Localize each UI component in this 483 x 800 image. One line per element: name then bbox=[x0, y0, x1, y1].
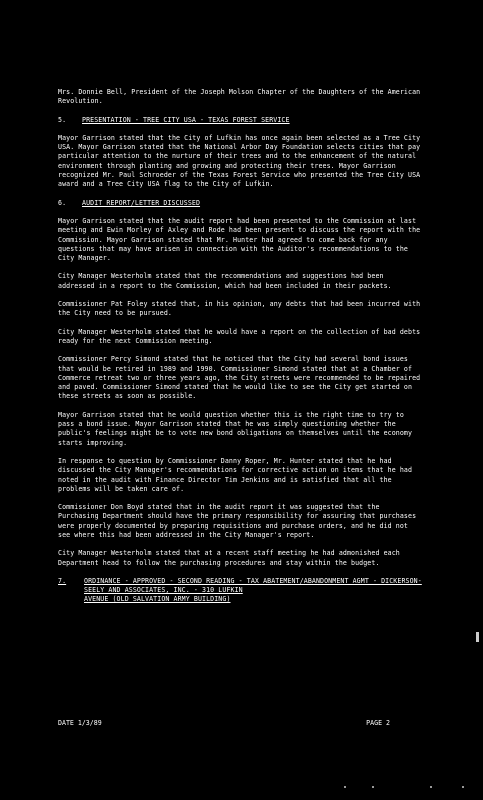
item-5-text: Mayor Garrison stated that the City of Lufkin has once again been selected as a Tree City USA. Mayor Garrison stated that the National Arbor Day Foundation selects cities that pay particular attention to the nurture of their trees and to the enhancement of the natural environment through planting and growing and protecting their trees. Mayor Garrison recognized Mr. Paul Schroeder of the Texas Forest Service who presented the Tree City USA award and a Tree City USA flag to the City of Lufkin. bbox=[58, 133, 421, 189]
item-6-paragraph: City Manager Westerholm stated that at a recent staff meeting he had admonished each Department head to follow the purchasing procedures and stay within the budget. bbox=[58, 549, 400, 567]
item-5-heading bbox=[58, 116, 423, 125]
page-footer bbox=[58, 719, 390, 728]
item-7-title-line: ORDINANCE - APPROVED - SECOND READING - TAX ABATEMENT/ABANDONMENT AGMT - DICKERSON-SEELY AND ASSOCIATES, INC. - 310 LUFKIN bbox=[84, 576, 422, 595]
item-7-number: 7. bbox=[58, 576, 67, 585]
item-6-paragraph: Commissioner Don Boyd stated that in the audit report it was suggested that the Purchasing Department should have the primary responsibility for assuring that purchases were properly documented by preparing requisitions and purchase orders, and he did not see where this had been addressed in the City Manager's report. bbox=[58, 503, 417, 539]
footer-page-number: PAGE 2 bbox=[366, 719, 390, 727]
item-7-title-line: AVENUE (OLD SALVATION ARMY BUILDING) bbox=[84, 595, 231, 604]
footer-date: DATE 1/3/89 bbox=[58, 719, 102, 727]
item-6-paragraph: Commissioner Pat Foley stated that, in his opinion, any debts that had been incurred with the City need to be pursued. bbox=[58, 300, 421, 318]
item-6-paragraph: Commissioner Percy Simond stated that he noticed that the City had several bond issues that would be retired in 1989 and 1990. Commissioner Simond stated that at a Chamber of Commerce retreat two or three years ago, the City streets were recommended to be repaired and paved. Commissioner Simond stated that he would like to see the City get started on these streets as soon as possible. bbox=[58, 355, 421, 401]
intro-paragraph: Mrs. Donnie Bell, President of the Joseph Molson Chapter of the Daughters of the American Revolution. bbox=[58, 88, 421, 106]
item-5-number: 5. bbox=[58, 115, 67, 124]
item-6-paragraph: City Manager Westerholm stated that he would have a report on the collection of bad debts ready for the next Commission meeting. bbox=[58, 327, 421, 345]
scan-noise bbox=[0, 786, 483, 792]
item-6-paragraph: Mayor Garrison stated that the audit report had been presented to the Commission at last meeting and Ewin Morley of Axley and Rode had been present to discuss the report with the Commission. Mayor Garrison stated that Mr. Hunter had agreed to come back for any questions that may have arisen in connection with the Auditor's recommendations to the City Manager. bbox=[58, 216, 421, 263]
item-6-heading bbox=[58, 199, 423, 208]
item-6-number: 6. bbox=[58, 198, 67, 207]
item-6-title: AUDIT REPORT/LETTER DISCUSSED bbox=[82, 198, 201, 207]
item-7-heading bbox=[58, 577, 423, 605]
scan-edge-mark bbox=[476, 632, 479, 642]
item-6-paragraph: In response to question by Commissioner Danny Roper, Mr. Hunter stated that he had discussed the City Manager's recommendations for corrective action on items that he had noted in the audit with Finance Director Tim Jenkins and is satisfied that all the problems will be taken care of. bbox=[58, 456, 413, 493]
minutes-body bbox=[58, 88, 423, 605]
item-6-paragraph: Mayor Garrison stated that he would question whether this is the right time to try to pass a bond issue. Mayor Garrison stated that he was simply questioning whether the public's feelings might be to vote new bond obligations on themselves until the economy starts improving. bbox=[58, 410, 413, 447]
item-6-paragraph: City Manager Westerholm stated that the recommendations and suggestions had been addressed in a report to the Commission, which had been included in their packets. bbox=[58, 272, 392, 290]
item-5-title: PRESENTATION - TREE CITY USA - TEXAS FOREST SERVICE bbox=[82, 115, 290, 124]
item-7-title bbox=[84, 577, 423, 605]
